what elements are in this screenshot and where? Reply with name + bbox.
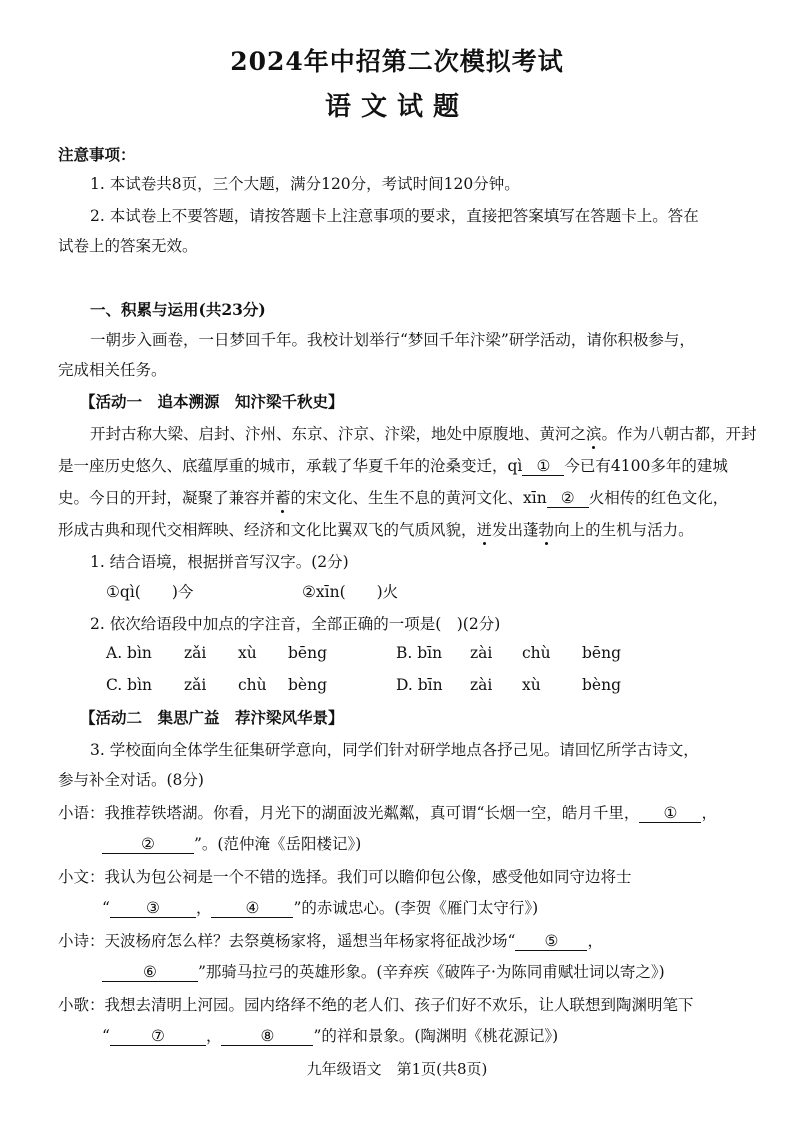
blank-1: ① (522, 457, 564, 476)
blank-8: ⑧ (221, 1027, 313, 1046)
dialogue-xiaoshi-2: ⑥ ”那骑马拉弓的英雄形象。(辛弃疾《破阵子·为陈同甫赋壮词以寄之》) (102, 960, 665, 982)
question-3a: 3. 学校面向全体学生征集研学意向，同学们针对研学地点各抒己见。请回忆所学古诗文， (90, 741, 699, 759)
exam-title: 2024年中招第二次模拟考试 (230, 47, 564, 76)
notice-item-1: 1. 本试卷共8页，三个大题，满分120分，考试时间120分钟。 (90, 175, 520, 193)
question-1: 1. 结合语境，根据拼音写汉字。(2分) (90, 553, 349, 571)
blank-6: ⑥ (102, 963, 198, 982)
dotted-char: 勃 (538, 521, 555, 539)
exam-subtitle: 语文试题 (324, 92, 469, 122)
section1-heading: 一、积累与运用(共23分) (90, 300, 266, 319)
blank-2: ② (547, 489, 589, 508)
blank-7: ⑦ (110, 1027, 206, 1046)
question-3b: 参与补全对话。(8分) (58, 771, 204, 789)
notice-heading: 注意事项： (58, 145, 136, 164)
passage-line-2: 是一座历史悠久、底蕴厚重的城市，承载了华夏千年的沧桑变迁，qì ① 今已有4100多年的建城 (58, 457, 728, 475)
dialogue-xiaowen-2: “ ③ ， ④ ”的赤诚忠心。(李贺《雁门太守行》) (102, 899, 539, 917)
activity1-heading: 【活动一 追本溯源 知汴梁千秋史】 (80, 392, 344, 411)
dialogue-xiaoge-2: “ ⑦ ， ⑧ ”的祥和景象。(陶渊明《桃花源记》) (102, 1027, 559, 1045)
dialogue-xiaoyu-2: ② ”。(范仲淹《岳阳楼记》) (102, 832, 361, 854)
section1-intro-a: 一朝步入画卷，一日梦回千年。我校计划举行“梦回千年汴梁”研学活动，请你积极参与， (90, 331, 695, 349)
dotted-char: 迸 (476, 521, 493, 539)
blank-4: ④ (211, 899, 293, 918)
q1-item-b: ②xīn( )火 (302, 583, 399, 601)
section1-intro-b: 完成相关任务。 (58, 361, 167, 379)
dialogue-xiaoshi-1: 小诗：天波杨府怎么样？去祭奠杨家将，遥想当年杨家将征战沙场“ ⑤ ， (58, 932, 603, 950)
notice-item-2b: 试卷上的答案无效。 (58, 237, 198, 255)
passage-line-1: 开封古称大梁、启封、汴州、东京、汴京、汴梁，地处中原腹地、黄河之滨。作为八朝古都，开封 (90, 425, 757, 443)
dialogue-xiaowen-1: 小文：我认为包公祠是一个不错的选择。我们可以瞻仰包公像，感受他如同守边将士 (58, 868, 632, 886)
passage-line-3: 史。今日的开封，凝聚了兼容并蓄的宋文化、生生不息的黄河文化、xīn ② 火相传的红色文化， (58, 489, 729, 507)
blank-5: ⑤ (515, 932, 587, 951)
dialogue-xiaoge-1: 小歌：我想去清明上河园。园内络绎不绝的老人们、孩子们好不欢乐，让人联想到陶渊明笔下 (58, 996, 694, 1014)
dotted-char: 滨 (586, 425, 602, 443)
blank-1: ① (639, 804, 701, 823)
dialogue-xiaoyu-1: 小语：我推荐铁塔湖。你看，月光下的湖面波光粼粼，真可谓“长烟一空，皓月千里， ① ， (58, 804, 717, 822)
passage-line-4: 形成古典和现代交相辉映、经济和文化比翼双飞的气质风貌，迸发出蓬勃向上的生机与活力。 (58, 521, 694, 539)
blank-3: ③ (110, 899, 196, 918)
dotted-char: 蓄 (275, 489, 291, 507)
notice-item-2a: 2. 本试卷上不要答题，请按答题卡上注意事项的要求，直接把答案填写在答题卡上。答在 (90, 207, 699, 225)
blank-2: ② (102, 835, 194, 854)
activity2-heading: 【活动二 集思广益 荐汴梁风华景】 (80, 708, 344, 727)
page-footer: 九年级语文 第1页(共8页) (306, 1060, 488, 1078)
question-2: 2. 依次给语段中加点的字注音，全部正确的一项是( )(2分) (90, 615, 501, 633)
q1-item-a: ①qì( )今 (106, 583, 194, 601)
